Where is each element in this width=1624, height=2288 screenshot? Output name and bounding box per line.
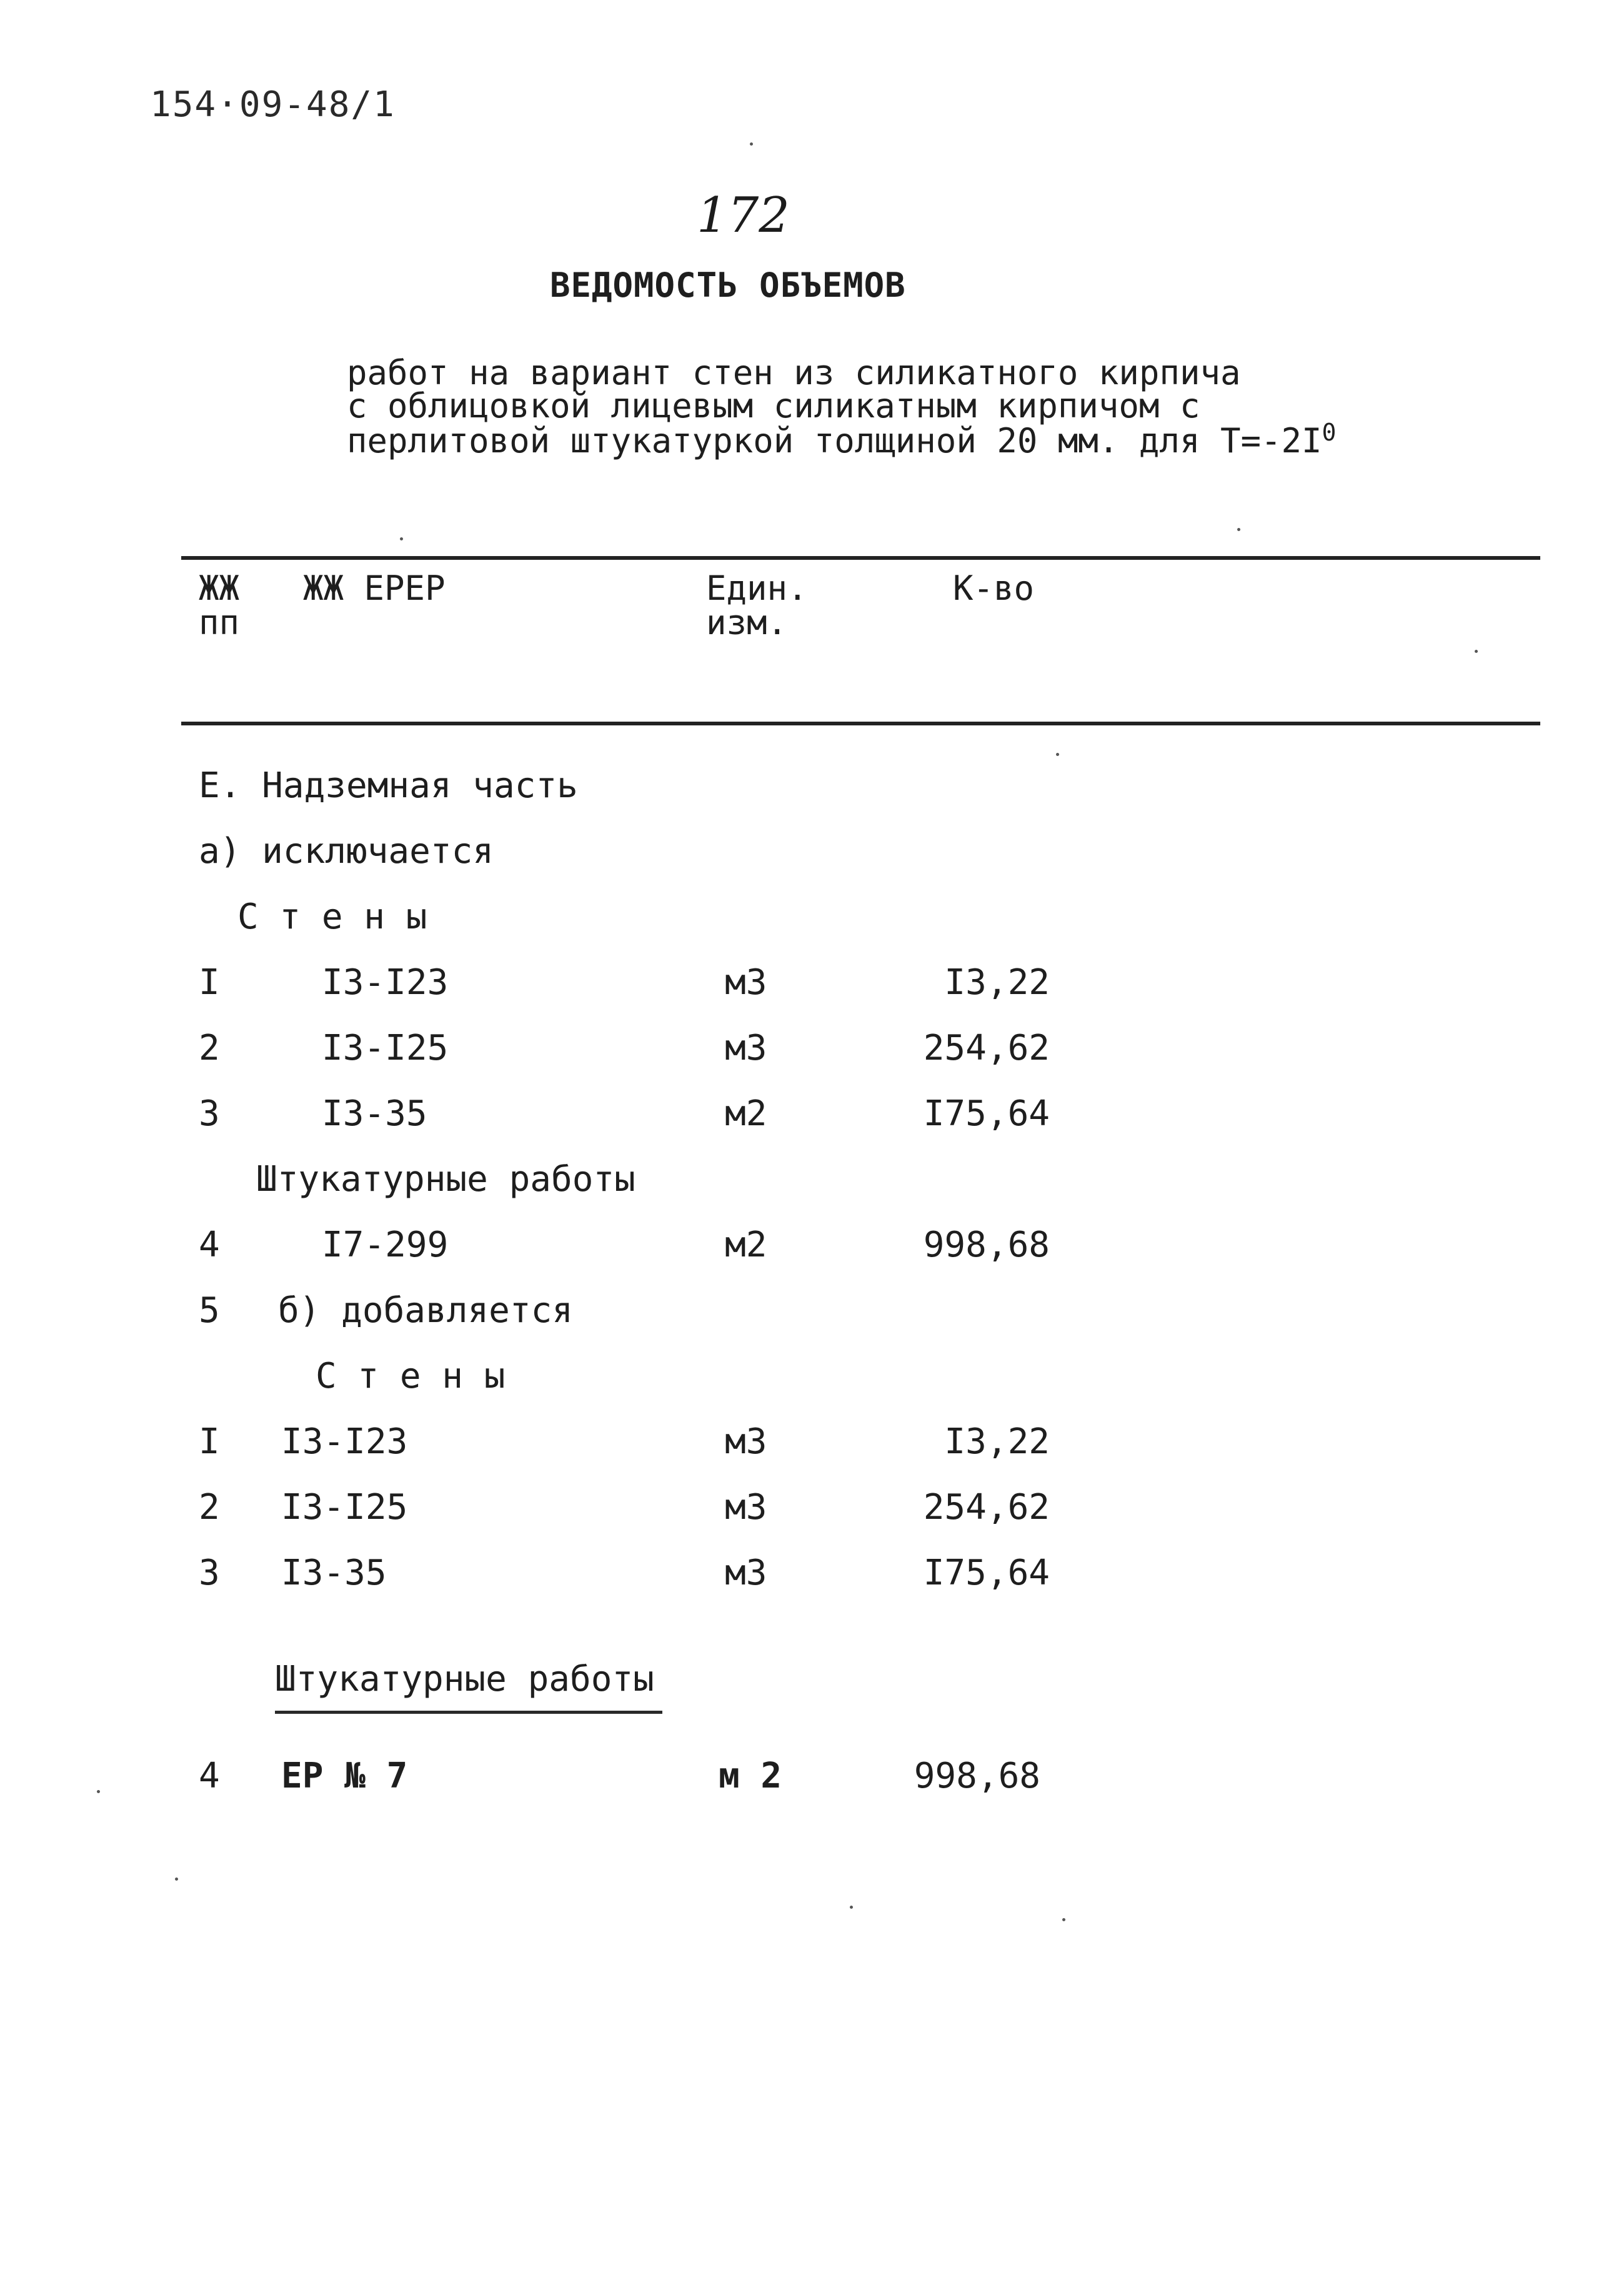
subtitle-line-2: с облицовкой лицевым силикатным кирпичом с [347,386,1200,425]
row-code: ЕР № 7 [281,1756,408,1796]
scan-speck [175,1878,178,1881]
row-quantity: I75,64 [923,1093,1050,1134]
scan-speck [1475,650,1478,653]
row-number: 4 [199,1756,220,1796]
row-code: I3-I25 [281,1487,408,1528]
scan-speck [750,142,753,146]
column-header-number: ЖЖ [199,569,240,608]
row-code: I3-35 [281,1553,387,1593]
row-code: I3-35 [322,1093,427,1134]
row-quantity: 998,68 [923,1225,1050,1265]
row-quantity: I3,22 [944,962,1050,1003]
table-top-rule [181,556,1540,560]
row-unit: м3 [725,1487,767,1528]
section-walls-excluded: С т е н ы [237,897,427,937]
row-unit: м3 [725,1553,767,1593]
table-header-bottom-rule [181,722,1540,725]
row-code: I3-I23 [322,962,449,1003]
section-walls-added: С т е н ы [316,1356,506,1396]
row-unit: м2 [725,1225,767,1265]
section-excluded: а) исключается [199,831,494,872]
section-above-ground: Е. Надземная часть [199,765,578,806]
column-header-unit: Един. [706,569,808,608]
row-quantity: 254,62 [923,1028,1050,1068]
scan-speck [1056,753,1059,756]
scan-speck [850,1906,853,1909]
section-added-number: 5 [199,1290,220,1331]
row-number: 4 [199,1225,220,1265]
section-plaster-excluded: Штукатурные работы [256,1159,635,1200]
row-unit: м3 [725,1028,767,1068]
scan-speck [400,537,403,540]
row-quantity: 254,62 [923,1487,1050,1528]
row-number: 3 [199,1093,220,1134]
temperature-degree: 0 [1322,419,1337,446]
row-quantity: I75,64 [923,1553,1050,1593]
row-number: 3 [199,1553,220,1593]
document-code: 154·09-48/1 [150,84,396,125]
row-number: I [199,962,220,1003]
subtitle-line-3-text: перлитовой штукатуркой толщиной 20 мм. для Т=-2I [347,421,1322,460]
row-code: I3-I23 [281,1421,408,1462]
scan-speck [1237,528,1240,531]
subtitle-line-1: работ на вариант стен из силикатного кирпича [347,353,1241,392]
row-unit: м 2 [719,1756,782,1796]
row-number: 2 [199,1487,220,1528]
section-plaster-added: Штукатурные работы [275,1659,654,1699]
row-quantity: 998,68 [914,1756,1040,1796]
column-header-unit-line2: изм. [706,603,788,642]
row-number: 2 [199,1028,220,1068]
section-added: б) добавляется [278,1290,574,1331]
page-number: 172 [697,187,790,244]
row-code: I7-299 [322,1225,449,1265]
plaster-underline [275,1711,662,1714]
column-header-number-line2: пп [199,603,240,642]
column-header-quantity: К-во [953,569,1035,608]
row-number: I [199,1421,220,1462]
row-code: I3-I25 [322,1028,449,1068]
row-quantity: I3,22 [944,1421,1050,1462]
row-unit: м3 [725,1421,767,1462]
scan-speck [97,1790,100,1793]
row-unit: м2 [725,1093,767,1134]
row-unit: м3 [725,962,767,1003]
subtitle-line-3 [347,419,1336,460]
column-header-erer: ЖЖ ЕРЕР [303,569,446,608]
scan-speck [1062,1918,1065,1921]
document-title: ВЕДОМОСТЬ ОБЪЕМОВ [550,266,906,305]
